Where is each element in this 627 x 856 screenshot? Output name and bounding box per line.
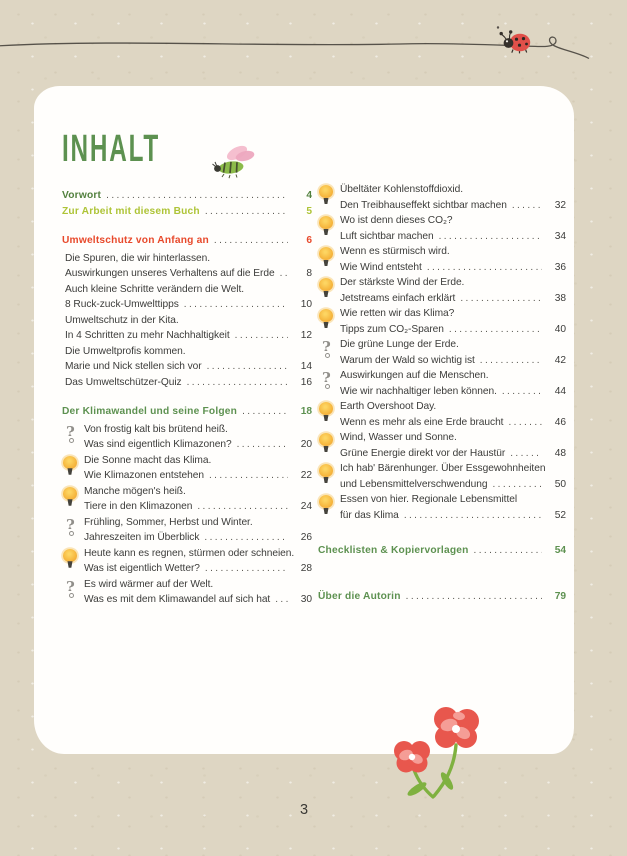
entry-subtitle: Heute kann es regnen, stürmen oder schneien. [84, 547, 295, 559]
section-title: Umweltschutz von Anfang an [62, 235, 209, 246]
entry-title: Jahreszeiten im Überblick [84, 532, 200, 543]
entry-page: 50 [554, 478, 566, 490]
entry-page: 24 [300, 501, 312, 512]
entry-subtitle: Die Sonne macht das Klima. [84, 454, 212, 466]
toc-entry [318, 244, 566, 275]
leader-dots [439, 229, 542, 245]
toc-entry [62, 453, 312, 484]
entry-text [340, 399, 566, 430]
lightbulb-icon [318, 462, 340, 492]
question-mark-icon [318, 369, 340, 399]
toc-section1-entries [62, 251, 312, 391]
entry-title: Was sind eigentlich Klimazonen? [84, 439, 232, 450]
entry-page: 42 [554, 354, 566, 366]
toc-section-link [318, 543, 566, 559]
leader-dots [406, 589, 542, 605]
entry-page: 4 [306, 190, 312, 201]
entry-text [65, 251, 312, 282]
entry-title-row [340, 477, 566, 493]
entry-text [84, 453, 312, 484]
question-mark-icon [62, 578, 84, 608]
toc-intro-list [62, 188, 312, 219]
entry-page: 36 [554, 261, 566, 273]
lightbulb-icon [62, 454, 84, 484]
entry-page: 32 [554, 199, 566, 211]
flower-left [394, 741, 430, 773]
page-title [62, 122, 171, 170]
entry-page: 16 [300, 376, 312, 388]
leader-dots [184, 297, 288, 313]
entry-title: Was ist eigentlich Wetter? [84, 563, 200, 574]
toc-entry [318, 306, 566, 337]
toc-entry [62, 577, 312, 608]
entry-page: 5 [306, 205, 312, 217]
entry-title: für das Klima [340, 509, 399, 521]
leader-dots [205, 561, 288, 577]
squiggle-ladybug-svg [0, 0, 627, 75]
entry-title: Grüne Energie direkt vor der Haustür [340, 447, 506, 459]
toc-entry [318, 182, 566, 213]
toc-section2-entries [62, 422, 312, 608]
lightbulb-icon [318, 400, 340, 430]
bee-svg [206, 142, 260, 184]
entry-text [84, 515, 312, 546]
toc-entry [62, 251, 312, 282]
entry-text [65, 375, 312, 391]
entry-title: Jetstreams einfach erklärt [340, 292, 456, 304]
lightbulb-icon [318, 214, 340, 244]
entry-label: Zur Arbeit mit diesem Buch [62, 205, 200, 217]
entry-subtitle: Die grüne Lunge der Erde. [340, 339, 459, 350]
entry-page: 54 [554, 545, 566, 556]
leader-dots [242, 404, 288, 420]
entry-title-row [65, 359, 312, 375]
entry-text [84, 484, 312, 515]
toc-entry [62, 546, 312, 577]
entry-title-row [340, 508, 566, 524]
leader-dots [207, 359, 288, 375]
entry-text [340, 306, 566, 337]
entry-label: Über die Autorin [318, 590, 401, 602]
entry-subtitle: Übeltäter Kohlenstoffdioxid. [340, 184, 464, 195]
entry-page: 14 [300, 361, 312, 372]
entry-subtitle: Ich hab' Bärenhunger. Über Essgewohnheiten [340, 463, 546, 474]
toc-entry [62, 344, 312, 375]
toc-left-column [62, 188, 312, 608]
flowers-illustration [383, 693, 513, 808]
flower-right [434, 707, 479, 748]
entry-title-row [84, 499, 312, 515]
entry-page: 12 [300, 330, 312, 341]
section-heading-klimawandel [62, 404, 312, 420]
toc-entry [318, 430, 566, 461]
page-title-text: INHALT [62, 127, 161, 170]
question-mark-icon [62, 516, 84, 546]
lightbulb-icon [318, 183, 340, 213]
entry-text [340, 244, 566, 275]
entry-text [340, 337, 566, 368]
entry-title: Wenn es mehr als eine Erde braucht [340, 416, 504, 428]
entry-page: 22 [300, 470, 312, 481]
leader-dots [197, 499, 288, 515]
entry-title-row [84, 592, 312, 608]
entry-title: Wie wir nachhaltiger leben können. [340, 385, 497, 397]
entry-title-row [84, 530, 312, 546]
entry-title-row [340, 198, 566, 214]
entry-subtitle: Auswirkungen auf die Menschen. [340, 370, 489, 381]
section-page: 6 [306, 235, 312, 246]
toc-section-link [62, 188, 312, 204]
leader-dots [205, 204, 288, 220]
lightbulb-icon [62, 485, 84, 515]
entry-title-row [340, 229, 566, 245]
leader-dots [235, 328, 288, 344]
entry-subtitle: Frühling, Sommer, Herbst und Winter. [84, 516, 253, 528]
leader-dots [502, 384, 542, 400]
entry-text [340, 492, 566, 523]
entry-page: 52 [554, 509, 566, 521]
entry-title-row [340, 446, 566, 462]
toc-entry [62, 375, 312, 391]
leader-dots [404, 508, 542, 524]
toc-entry [62, 515, 312, 546]
entry-title: Warum der Wald so wichtig ist [340, 354, 475, 366]
entry-title-row [340, 415, 566, 431]
entry-subtitle: Der stärkste Wind der Erde. [340, 277, 465, 288]
entry-text [340, 275, 566, 306]
section-title: Der Klimawandel und seine Folgen [62, 406, 238, 417]
leader-dots [512, 198, 542, 214]
lightbulb-icon [62, 547, 84, 577]
entry-subtitle: Manche mögen's heiß. [84, 485, 186, 497]
page-number: 3 [299, 802, 309, 818]
entry-title: Was es mit dem Klimawandel auf sich hat [84, 594, 271, 605]
entry-text [340, 430, 566, 461]
entry-page: 44 [554, 385, 566, 397]
leader-dots [204, 530, 288, 546]
entry-title: Tipps zum CO₂-Sparen [340, 323, 444, 335]
entry-page: 10 [300, 299, 312, 310]
entry-subtitle: Wo ist denn dieses CO₂? [340, 215, 453, 226]
entry-title: Luft sichtbar machen [340, 230, 434, 242]
leader-dots [449, 322, 542, 338]
entry-title-row [340, 384, 566, 400]
toc-section-link [318, 589, 566, 605]
entry-label: Vorwort [62, 190, 102, 201]
lightbulb-icon [318, 431, 340, 461]
entry-text [340, 182, 566, 213]
entry-subtitle: Es wird wärmer auf der Welt. [84, 578, 214, 590]
entry-title: Wie Wind entsteht [340, 261, 422, 273]
toc-entry [62, 484, 312, 515]
toc-section-link [62, 204, 312, 220]
leader-dots [460, 291, 542, 307]
entry-title: In 4 Schritten zu mehr Nachhaltigkeit [65, 330, 230, 341]
entry-title-row [340, 291, 566, 307]
entry-title: Marie und Nick stellen sich vor [65, 361, 202, 372]
entry-text [84, 422, 312, 453]
entry-title-row [340, 260, 566, 276]
entry-title: Tiere in den Klimazonen [84, 501, 193, 512]
entry-title-row [65, 375, 312, 391]
section-heading-umweltschutz [62, 233, 312, 249]
leader-dots [106, 188, 288, 204]
question-mark-icon [62, 423, 84, 453]
entry-text [340, 213, 566, 244]
entry-title: Den Treibhauseffekt sichtbar machen [340, 199, 507, 211]
entry-text [65, 313, 312, 344]
entry-page: 40 [554, 323, 566, 335]
toc-entry [318, 213, 566, 244]
leader-dots [508, 415, 542, 431]
entry-page: 79 [554, 590, 566, 602]
entry-page: 8 [306, 268, 312, 279]
entry-subtitle: Wie retten wir das Klima? [340, 308, 455, 319]
toc-entry [318, 368, 566, 399]
entry-text [340, 368, 566, 399]
section-page: 18 [300, 406, 312, 417]
entry-title-row [84, 561, 312, 577]
entry-subtitle: Umweltschutz in der Kita. [65, 314, 179, 326]
entry-subtitle: Die Spuren, die wir hinterlassen. [65, 252, 211, 264]
entry-page: 38 [554, 292, 566, 304]
leader-dots [187, 375, 288, 391]
entry-page: 46 [554, 416, 566, 428]
entry-subtitle: Essen von hier. Regionale Lebensmittel [340, 494, 518, 505]
leader-dots [474, 543, 542, 559]
entry-text [84, 577, 312, 608]
entry-page: 34 [554, 230, 566, 242]
entry-title: und Lebensmittelverschwendung [340, 478, 488, 490]
toc-outro-list [318, 543, 566, 604]
entry-title: Wie Klimazonen entstehen [84, 470, 204, 481]
entry-text [65, 282, 312, 313]
entry-subtitle: Von frostig kalt bis brütend heiß. [84, 423, 228, 435]
leader-dots [275, 592, 288, 608]
entry-page: 48 [554, 447, 566, 459]
entry-page: 20 [300, 439, 312, 450]
entry-label: Checklisten & Kopiervorlagen [318, 545, 469, 556]
entry-subtitle: Wenn es stürmisch wird. [340, 246, 450, 257]
leader-dots [510, 446, 542, 462]
lightbulb-icon [318, 307, 340, 337]
entry-title: 8 Ruck-zuck-Umwelttipps [65, 299, 179, 310]
toc-entry [318, 461, 566, 492]
entry-text [340, 461, 566, 492]
entry-title-row [340, 353, 566, 369]
entry-title: Das Umweltschützer-Quiz [65, 376, 182, 388]
toc-entry [318, 399, 566, 430]
entry-text [84, 546, 312, 577]
lightbulb-icon [318, 245, 340, 275]
toc-entry [62, 313, 312, 344]
bee-icon [206, 142, 260, 184]
leader-dots [214, 233, 288, 249]
entry-title-row [84, 468, 312, 484]
leader-dots [480, 353, 542, 369]
toc-entry [318, 337, 566, 368]
entry-subtitle: Die Umweltprofis kommen. [65, 345, 186, 357]
entry-title-row [340, 322, 566, 338]
entry-page: 30 [300, 594, 312, 605]
ladybug-icon [497, 26, 530, 53]
squiggle-line [0, 0, 627, 75]
toc-entry [318, 492, 566, 523]
toc-entry [62, 282, 312, 313]
entry-title-row [84, 437, 312, 453]
leader-dots [280, 266, 288, 282]
toc-right-column [318, 182, 566, 604]
lightbulb-icon [318, 276, 340, 306]
entry-text [65, 344, 312, 375]
leader-dots [209, 468, 288, 484]
toc-entry [318, 275, 566, 306]
entry-subtitle: Wind, Wasser und Sonne. [340, 432, 457, 443]
leader-dots [493, 477, 543, 493]
entry-subtitle: Auch kleine Schritte verändern die Welt. [65, 283, 245, 295]
entry-subtitle: Earth Overshoot Day. [340, 401, 437, 412]
entry-title-row [65, 266, 312, 282]
entry-page: 28 [300, 563, 312, 574]
entry-page: 26 [300, 532, 312, 543]
lightbulb-icon [318, 493, 340, 523]
leader-dots [427, 260, 542, 276]
entry-title-row [65, 297, 312, 313]
flowers-svg [383, 693, 513, 808]
entry-title: Auswirkungen unseres Verhaltens auf die Erde [65, 268, 275, 279]
entry-title-row [65, 328, 312, 344]
toc-entry [62, 422, 312, 453]
leader-dots [237, 437, 288, 453]
toc-right-entries [318, 182, 566, 523]
question-mark-icon [318, 338, 340, 368]
